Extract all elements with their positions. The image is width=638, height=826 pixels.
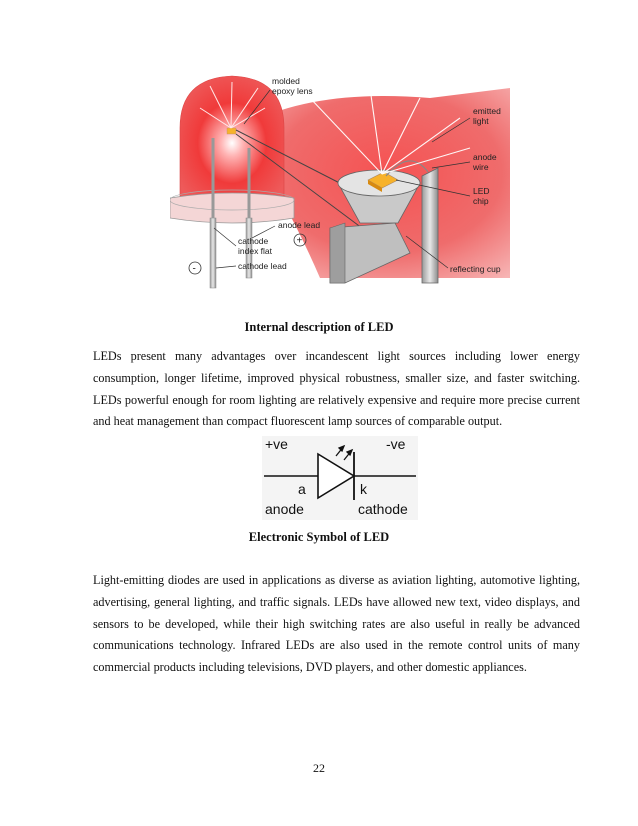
anode-post: [422, 168, 438, 283]
label-epoxy-lens: epoxy lens: [272, 86, 313, 96]
label-cathode-text: cathode: [358, 501, 408, 517]
label-index-flat: index flat: [238, 246, 273, 256]
label-neg: -ve: [386, 436, 406, 452]
label-anode-text: anode: [265, 501, 304, 517]
label-led: LED: [473, 186, 490, 196]
minus-sign: -: [192, 263, 196, 275]
label-a: a: [298, 481, 306, 497]
paragraph-applications: Light-emitting diodes are used in applications as diverse as aviation lighting, automotive lighting, advertising, general lighting, and traffic signals. LEDs have allowed new text, video displays, and sensors to be developed, while their high switching rates are also useful in really be advanced communications technology. Infrared LEDs are also used in the remote control units of many commercial products including televisions, DVD players, and other domestic appliances.: [93, 573, 580, 675]
label-cathode-lead: cathode lead: [238, 261, 287, 271]
label-cathode: cathode: [238, 236, 269, 246]
label-reflecting-cup: reflecting cup: [450, 264, 501, 274]
label-molded: molded: [272, 76, 300, 86]
figure2-caption: Electronic Symbol of LED: [248, 530, 390, 544]
label-k: k: [360, 481, 367, 497]
label-pos: +ve: [265, 436, 288, 452]
led-internal-diagram: [170, 68, 510, 296]
label-anode: anode: [473, 152, 497, 162]
led-symbol-diagram: [262, 436, 418, 520]
label-emitted: emitted: [473, 106, 501, 116]
label-light: light: [473, 116, 489, 126]
paragraph-advantages: LEDs present many advantages over incandescent light sources including lower energy consumption, longer lifetime, improved physical robustness, smaller size, and faster switching. LEDs powerful enough for room lighting are relatively expensive and require more precise current and heat management than compact fluorescent lamp sources of comparable output.: [93, 349, 580, 429]
figure1-caption: Internal description of LED: [244, 320, 394, 334]
label-wire: wire: [473, 162, 489, 172]
page-number: 22: [313, 761, 325, 775]
label-chip: chip: [473, 196, 489, 206]
label-anode-lead: anode lead: [278, 220, 321, 230]
led-base-flange: [170, 193, 294, 223]
plus-sign: +: [296, 235, 303, 247]
